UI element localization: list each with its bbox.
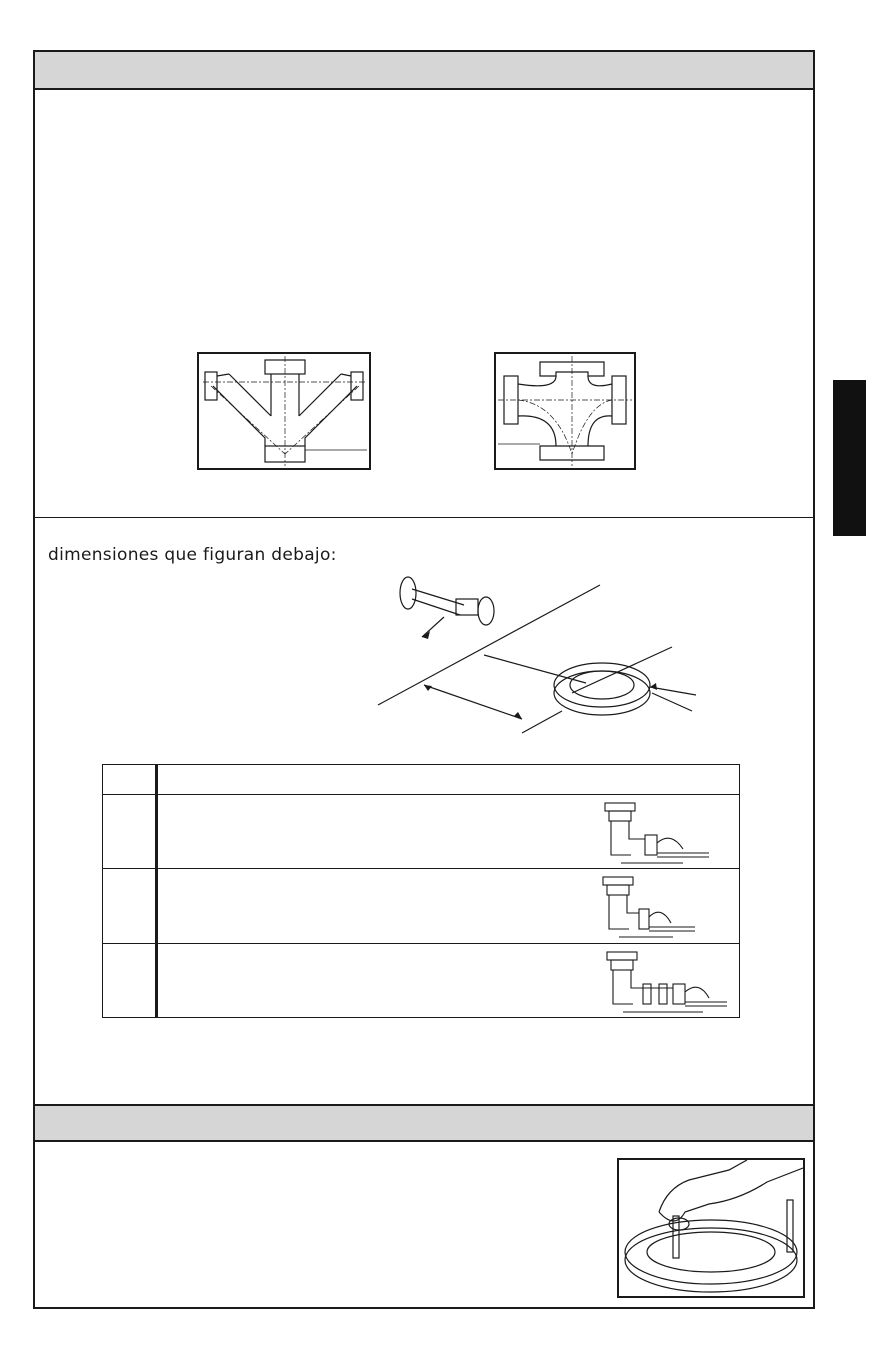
language-side-tab bbox=[833, 380, 866, 536]
wye-fitting-drawing bbox=[199, 354, 369, 468]
flange-bolt-install-drawing bbox=[619, 1160, 803, 1296]
section-divider bbox=[35, 517, 813, 518]
rough-in-dimensions-table bbox=[102, 764, 740, 1018]
table-header-row bbox=[103, 765, 740, 795]
table-row bbox=[103, 869, 740, 943]
flange-bolt-figure bbox=[617, 1158, 805, 1298]
dimensions-intro-text: dimensiones que figuran debajo: bbox=[48, 545, 337, 565]
rough-in-elbow-extended-diagram bbox=[603, 950, 729, 1014]
section-header-1 bbox=[35, 52, 813, 90]
table-row bbox=[103, 943, 740, 1017]
rough-in-layout-drawing bbox=[372, 575, 712, 735]
cross-fitting-figure bbox=[494, 352, 636, 470]
section-header-2 bbox=[35, 1104, 813, 1142]
wall-line bbox=[378, 585, 600, 705]
rough-in-elbow-short-diagram bbox=[599, 875, 699, 939]
table-row bbox=[103, 795, 740, 869]
cross-fitting-drawing bbox=[496, 354, 634, 468]
wye-fitting-figure bbox=[197, 352, 371, 470]
rough-in-elbow-long-diagram bbox=[601, 801, 713, 865]
